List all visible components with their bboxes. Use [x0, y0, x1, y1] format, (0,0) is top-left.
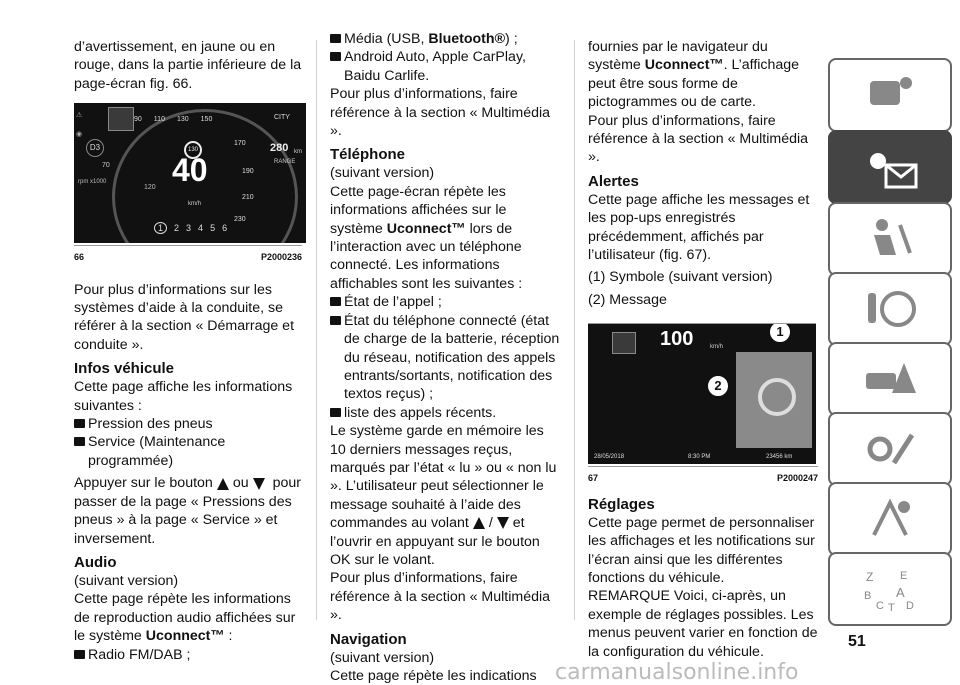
watermark: carmanualsonline.info: [555, 660, 799, 685]
button-instruction: Appuyer sur le bouton ou pour passer de la page « Pressions des pneus » à la page « Service » et inversement.: [74, 475, 301, 547]
figure-67-caption: [588, 466, 818, 487]
range-unit: km: [294, 149, 302, 156]
maintenance-tools-icon: [860, 425, 920, 473]
tel-memory-text: Le système garde en mémoire les 10 derniers messages reçus, marqués par l’état « lu » ou « non lu ». L’utilisateur peut sélectionner le message souhaité à l’aide des commandes au volant / et l’ouvrir en appuyant sur le bouton OK sur le volant.: [330, 423, 557, 568]
heading-infos-vehicule: Infos véhicule: [74, 360, 175, 378]
adas-icon: [612, 332, 636, 354]
page-number: 51: [848, 633, 866, 650]
column-divider: [316, 40, 317, 620]
scale-230: 230: [234, 216, 246, 224]
list-item: Android Auto, Apple CarPlay, Baidu Carlife.: [330, 48, 562, 85]
multimedia-icon: [860, 495, 920, 543]
steering-down-icon: [253, 478, 265, 490]
chapter-tab[interactable]: [828, 342, 952, 416]
car-dashboard-icon: [860, 71, 920, 119]
reglages-text: Cette page permet de personnaliser les affichages et les notifications sur l’écran ainsi que les différentes fonctions du véhicule.: [588, 514, 815, 586]
gear-indicator: D3: [86, 139, 104, 157]
chapter-tab[interactable]: [828, 482, 952, 556]
intro-text: d’avertissement, en jaune ou en rouge, dans la partie inférieure de la page-écran fig. 66.: [74, 39, 302, 92]
remarque-text: REMARQUE Voici, ci-après, un exemple de réglages possibles. Les menus peuvent varier en fonction de la configuration du véhicule.: [588, 588, 818, 660]
range-label: RANGE: [274, 159, 296, 166]
nav-text: Cette page répète les indications: [330, 668, 537, 684]
list-item: Radio FM/DAB ;: [74, 646, 302, 664]
legend-2: (2) Message: [588, 291, 667, 308]
steering-up-icon: [217, 478, 229, 490]
nav-version: (suivant version): [330, 649, 435, 666]
chapter-tab[interactable]: [828, 412, 952, 486]
column-1: [74, 0, 302, 664]
scale-210: 210: [242, 194, 254, 202]
alert-display-image: [588, 323, 816, 464]
steering-key-icon: [860, 285, 920, 333]
instrument-cluster-image: [74, 103, 306, 243]
steering-up-icon: [473, 517, 485, 529]
odometer-readout: 23456 km: [766, 454, 793, 461]
adas-paragraph: Pour plus d’informations sur les systèmes d’aide à la conduite, se référer à la section « Démarrage et conduite ».: [74, 281, 295, 353]
rpm-label: rpm x1000: [78, 179, 107, 186]
figure-code: P2000236: [260, 252, 302, 263]
more-info-multimedia: Pour plus d’informations, faire référence à la section « Multimédia ».: [588, 112, 809, 166]
list-item: Pression des pneus: [74, 415, 302, 433]
warning-light-envelope-icon: [860, 143, 920, 191]
audio-version: (suivant version): [74, 572, 179, 589]
svg-text:T: T: [888, 602, 895, 613]
speed-unit: km/h: [188, 201, 202, 208]
list-item: État de l’appel ;: [330, 293, 562, 311]
speed-unit: km/h: [710, 344, 724, 351]
svg-text:B: B: [864, 590, 872, 602]
chapter-tab[interactable]: [828, 552, 952, 626]
svg-text:Z: Z: [866, 570, 874, 584]
scale-190: 190: [242, 168, 254, 176]
svg-text:A: A: [896, 585, 905, 600]
speed-value: 100: [660, 328, 694, 351]
speed-scale: 90 110 130 150: [134, 116, 213, 124]
chapter-tab[interactable]: [828, 58, 952, 132]
left-scale: 70: [102, 162, 110, 170]
index-letters-icon: [860, 565, 920, 613]
alertes-text: Cette page affiche les messages et les pop-ups enregistrés précédemment, affichés par l’utilisateur (fig. 67).: [588, 191, 810, 264]
range-value: 280: [270, 142, 289, 155]
speed-limit-secondary: 120: [144, 184, 156, 192]
heading-reglages: Réglages: [588, 495, 655, 513]
list-item: liste des appels récents.: [330, 404, 562, 422]
date-readout: 28/05/2018: [594, 454, 625, 461]
column-3: [588, 0, 818, 661]
heading-telephone: Téléphone: [330, 146, 406, 164]
list-item: Média (USB, Bluetooth®) ;: [330, 30, 562, 48]
audio-text: Cette page répète les informations de reproduction audio affichées sur le système Uconnect™ :: [74, 591, 296, 645]
more-info-multimedia: Pour plus d’informations, faire référence à la section « Multimédia ».: [330, 570, 551, 624]
speed-value: 40: [172, 152, 208, 189]
gear-row: 1 2 3 4 5 6: [154, 219, 234, 237]
column-2: [330, 0, 562, 685]
heading-navigation: Navigation: [330, 630, 407, 648]
chapter-tab[interactable]: [828, 202, 952, 276]
speed-limit-sign: 130: [184, 141, 202, 159]
callout-1: 1: [768, 323, 792, 344]
heading-alertes: Alertes: [588, 172, 639, 190]
time-readout: 8:30 PM: [688, 454, 711, 461]
svg-text:E: E: [900, 570, 908, 582]
tel-text: Cette page-écran répète les informations affichées sur le système Uconnect™ lors de l’interaction avec un téléphone connecté. Les informations affichables sont les suivantes :: [330, 183, 523, 292]
scale-170: 170: [234, 140, 246, 148]
list-item: État du téléphone connecté (état de charge de la batterie, réception du réseau, notification des appels entrants/sortants, notification des textos reçus) ;: [330, 312, 562, 404]
adas-icon: [108, 107, 134, 131]
svg-text:C: C: [876, 600, 884, 612]
nav-continued: fournies par le navigateur du système Uconnect™. L’affichage peut être sous forme de pictogrammes ou de carte.: [588, 39, 800, 111]
callout-2: 2: [706, 374, 730, 398]
figure-code: P2000247: [776, 473, 818, 484]
left-icons: ⚠ ◉: [76, 112, 83, 138]
heading-audio: Audio: [74, 553, 117, 571]
mode-label: CITY: [274, 114, 290, 122]
emergency-breakdown-icon: [860, 355, 920, 403]
figure-66-caption: [74, 245, 302, 266]
figure-number: 66: [74, 252, 85, 263]
chapter-tab[interactable]: [828, 272, 952, 346]
infos-text: Cette page affiche les informations suivantes :: [74, 379, 293, 414]
figure-67: [588, 323, 818, 487]
figure-66: [74, 103, 302, 266]
column-divider: [574, 40, 575, 620]
more-info-multimedia: Pour plus d’informations, faire référence à la section « Multimédia ».: [330, 86, 551, 140]
svg-text:D: D: [906, 600, 914, 612]
list-item: Service (Maintenance programmée): [74, 433, 302, 470]
legend-1: (1) Symbole (suivant version): [588, 269, 773, 286]
seat-airbag-icon: [860, 215, 920, 263]
chapter-tab-active[interactable]: [828, 130, 952, 204]
figure-number: 67: [588, 473, 599, 484]
tel-version: (suivant version): [330, 165, 435, 182]
steering-down-icon: [497, 517, 509, 529]
